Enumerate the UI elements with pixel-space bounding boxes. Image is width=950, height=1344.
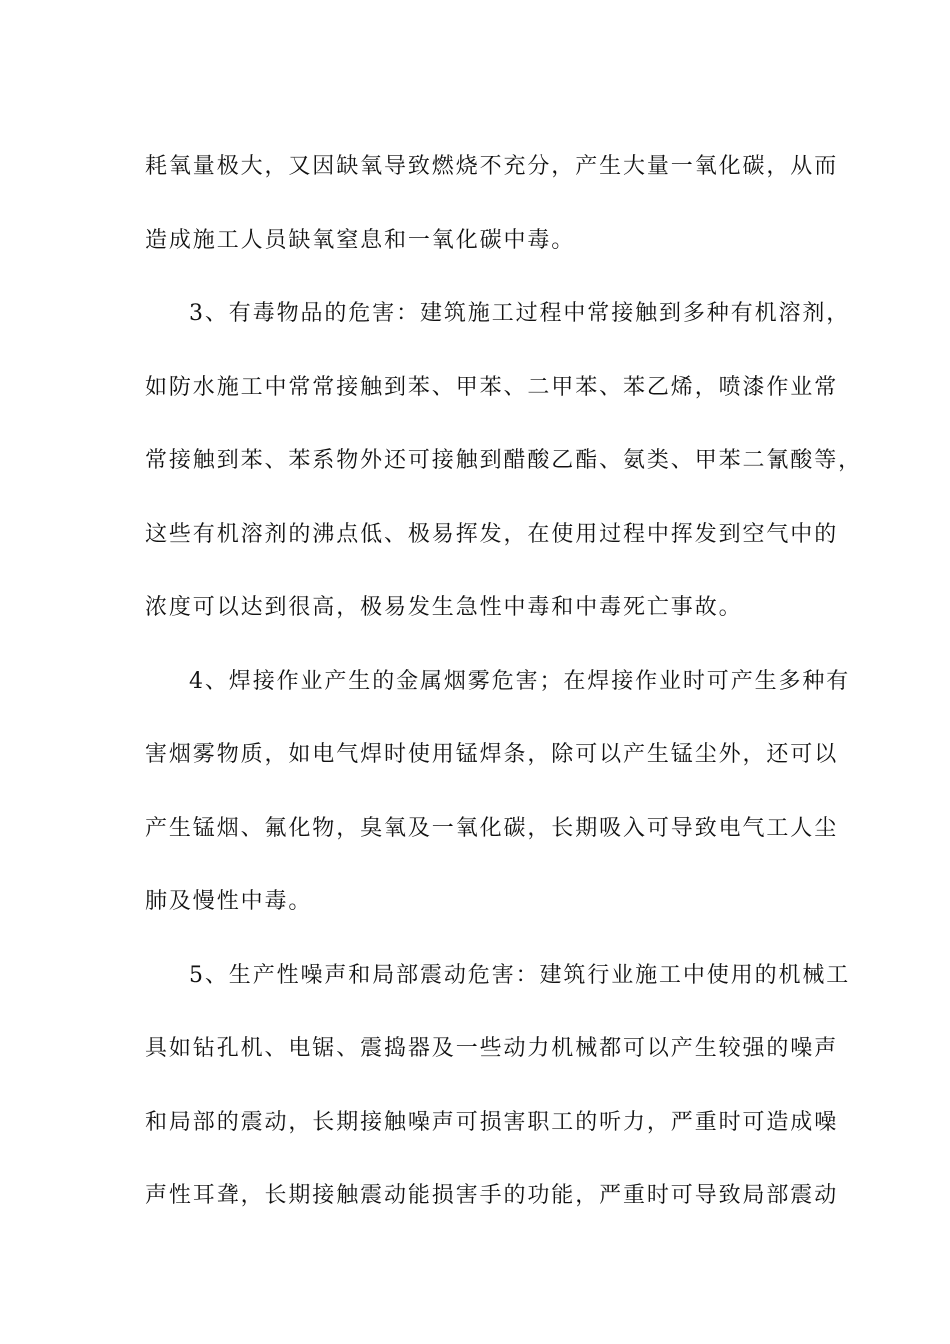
text-line: 浓度可以达到很高，极易发生急性中毒和中毒死亡事故。	[145, 595, 743, 620]
text-line: 肺及慢性中毒。	[145, 889, 313, 914]
text-line: 常接触到苯、苯系物外还可接触到醋酸乙酯、氨类、甲苯二氰酸等，	[145, 448, 863, 473]
text-line: 耗氧量极大，又因缺氧导致燃烧不充分，产生大量一氧化碳，从而	[145, 154, 839, 179]
text-line: 产生锰烟、氟化物，臭氧及一氧化碳，长期吸入可导致电气工人尘	[145, 815, 839, 841]
text-line: 这些有机溶剂的沸点低、极易挥发，在使用过程中挥发到空气中的	[145, 521, 839, 547]
paragraph-start-line: 5、生产性噪声和局部震动危害：建筑行业施工中使用的机械工	[189, 962, 851, 988]
text-line: 害烟雾物质，如电气焊时使用锰焊条，除可以产生锰尘外，还可以	[145, 742, 839, 767]
text-line: 和局部的震动，长期接触噪声可损害职工的听力，严重时可造成噪	[145, 1109, 839, 1135]
paragraph-start-line: 3、有毒物品的危害：建筑施工过程中常接触到多种有机溶剂，	[189, 301, 851, 326]
paragraph-start-line: 4、焊接作业产生的金属烟雾危害；在焊接作业时可产生多种有	[189, 668, 851, 694]
text-line: 声性耳聋，长期接触震动能损害手的功能，严重时可导致局部震动	[145, 1183, 839, 1208]
text-line: 具如钻孔机、电锯、震捣器及一些动力机械都可以产生较强的噪声	[145, 1036, 839, 1061]
text-line: 如防水施工中常常接触到苯、甲苯、二甲苯、苯乙烯，喷漆作业常	[145, 374, 839, 400]
text-line: 造成施工人员缺氧窒息和一氧化碳中毒。	[145, 227, 576, 253]
body-text	[145, 130, 863, 1233]
